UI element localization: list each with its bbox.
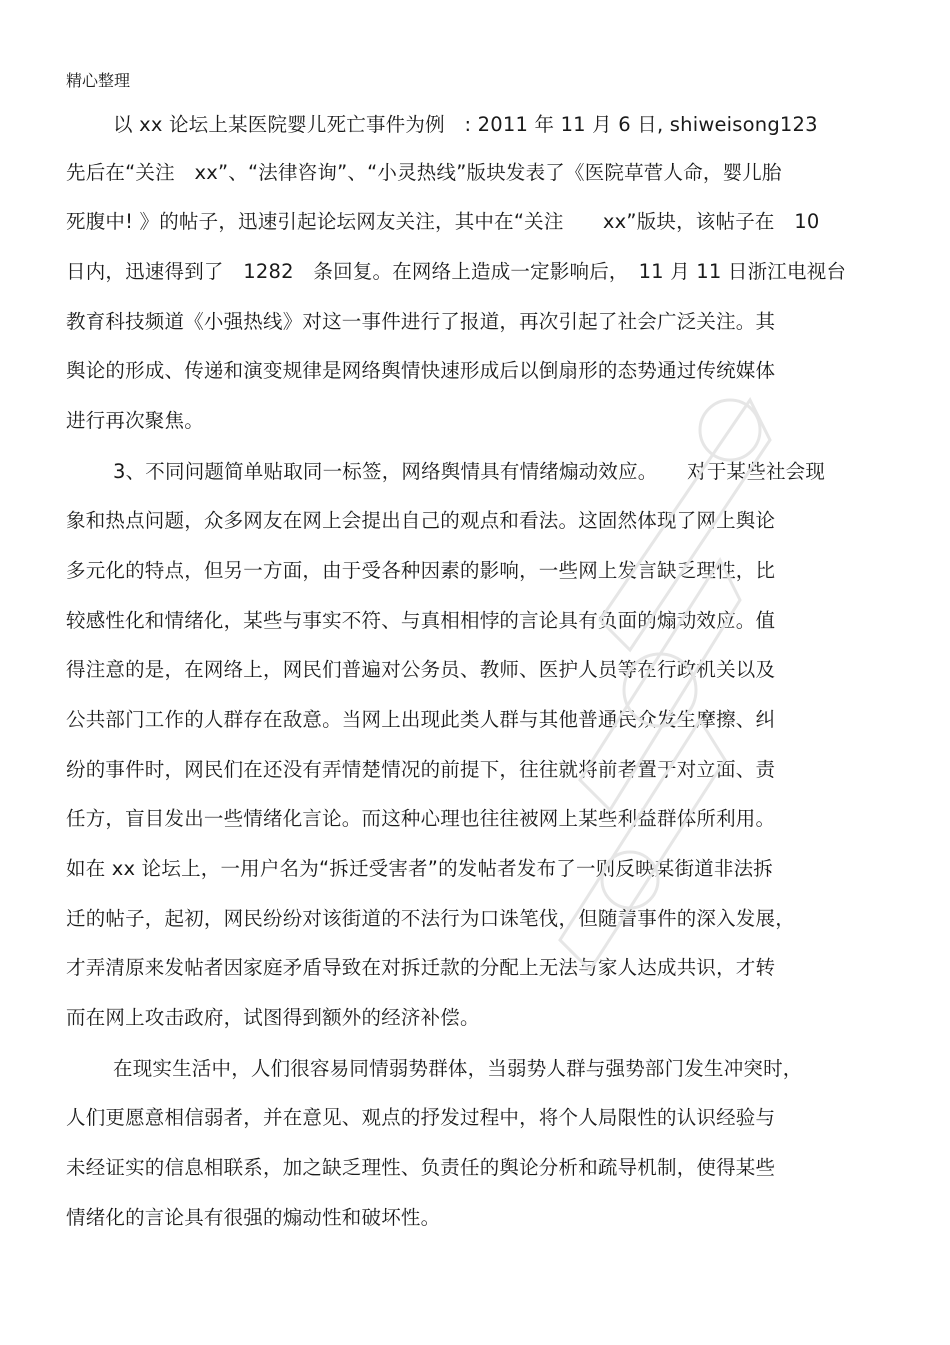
paragraph-1-line-3: 死腹中! 》的帖子，迅速引起论坛网友关注，其中在“关注 xx”版块，该帖子在 10: [66, 210, 820, 233]
paragraph-2-line-11: 才弄清原来发帖者因家庭矛盾导致在对拆迁款的分配上无法与家人达成共识，才转: [66, 956, 776, 979]
paragraph-3-line-4: 情绪化的言论具有很强的煽动性和破坏性。: [66, 1206, 441, 1229]
paragraph-2-line-1: 3、不同问题简单贴取同一标签，网络舆情具有情绪煽动效应。 对于某些社会现: [113, 460, 826, 483]
paragraph-3-line-1: 在现实生活中，人们很容易同情弱势群体，当弱势人群与强势部门发生冲突时，: [113, 1057, 803, 1080]
paragraph-2-line-2: 象和热点问题，众多网友在网上会提出自己的观点和看法。这固然体现了网上舆论: [66, 509, 776, 532]
paragraph-2-line-8: 任方，盲目发出一些情绪化言论。而这种心理也往往被网上某些利益群体所利用。: [66, 807, 776, 830]
paragraph-1-line-2: 先后在“关注 xx”、“法律咨询”、“小灵热线”版块发表了《医院草菅人命，婴儿胎: [66, 161, 782, 184]
paragraph-1-line-5: 教育科技频道《小强热线》对这一事件进行了报道，再次引起了社会广泛关注。其: [66, 310, 776, 333]
paragraph-2-line-4: 较感性化和情绪化，某些与事实不符、与真相相悖的言论具有负面的煽动效应。值: [66, 609, 776, 632]
paragraph-3-line-2: 人们更愿意相信弱者，并在意见、观点的抒发过程中，将个人局限性的认识经验与: [66, 1106, 776, 1129]
paragraph-3-line-3: 未经证实的信息相联系，加之缺乏理性、负责任的舆论分析和疏导机制，使得某些: [66, 1156, 776, 1179]
paragraph-2-line-3: 多元化的特点，但另一方面，由于受各种因素的影响，一些网上发言缺乏理性，比: [66, 559, 776, 582]
paragraph-2-line-6: 公共部门工作的人群存在敌意。当网上出现此类人群与其他普通民众发生摩擦、纠: [66, 708, 776, 731]
paragraph-1-line-4: 日内，迅速得到了 1282 条回复。在网络上造成一定影响后， 11 月 11 日浙江电视台: [66, 260, 847, 283]
paragraph-2-line-7: 纷的事件时，网民们在还没有弄情楚情况的前提下，往往就将前者置于对立面、责: [66, 758, 776, 781]
paragraph-2-line-5: 得注意的是，在网络上，网民们普遍对公务员、教师、医护人员等在行政机关以及: [66, 658, 776, 681]
paragraph-2-line-10: 迁的帖子，起初，网民纷纷对该街道的不法行为口诛笔伐，但随着事件的深入发展，: [66, 907, 795, 930]
paragraph-2-line-12: 而在网上攻击政府，试图得到额外的经济补偿。: [66, 1006, 480, 1029]
page-header: 精心整理: [66, 71, 131, 90]
paragraph-1-line-7: 进行再次聚焦。: [66, 409, 204, 432]
paragraph-1-line-1: 以 xx 论坛上某医院婴儿死亡事件为例 : 2011 年 11 月 6 日, shiweisong123: [113, 113, 818, 136]
paragraph-2-line-9: 如在 xx 论坛上，一用户名为“拆迁受害者”的发帖者发布了一则反映某街道非法拆: [66, 857, 773, 880]
paragraph-1-line-6: 舆论的形成、传递和演变规律是网络舆情快速形成后以倒扇形的态势通过传统媒体: [66, 359, 776, 382]
